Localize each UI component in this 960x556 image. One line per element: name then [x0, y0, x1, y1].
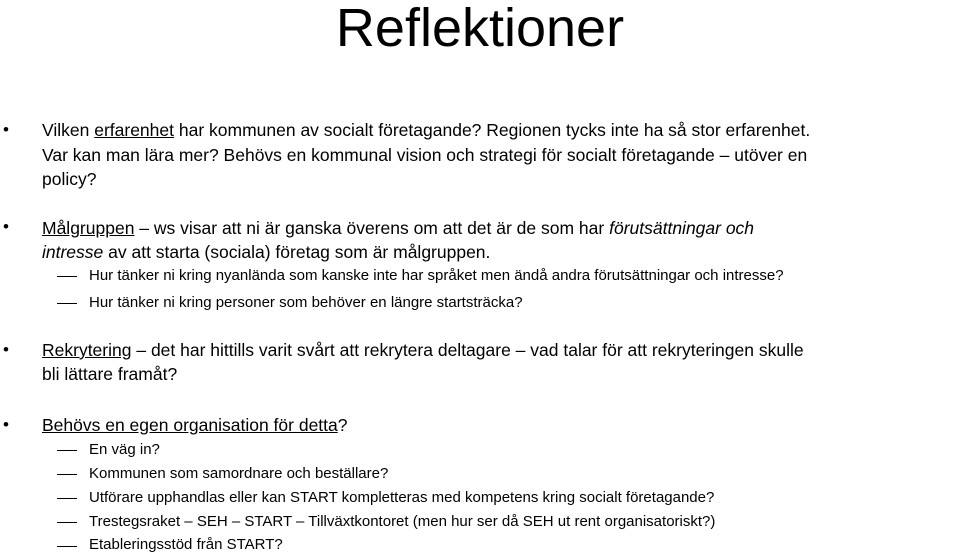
link-erfarenhet[interactable]: erfarenhet [94, 120, 174, 140]
sub-item: En väg in? [89, 441, 160, 458]
bullet-dot: • [3, 120, 9, 139]
sub-item: Etableringsstöd från START? [89, 536, 283, 553]
sub-item: Utförare upphandlas eller kan START kompletteras med kompetens kring socialt företagande? [89, 489, 715, 506]
bullet-4-line-1: Behövs en egen organisation för detta? [42, 415, 348, 435]
bullet-1-line-1: Vilken erfarenhet har kommunen av socialt företagande? Regionen tycks inte ha så stor erfarenhet. [42, 120, 811, 140]
sub-bullet-dash [57, 522, 77, 523]
bullet-2-line-1: Målgruppen – ws visar att ni är ganska överens om att det är de som har förutsättningar och [42, 218, 755, 238]
bullet-dot: • [3, 217, 9, 236]
sub-bullet-dash [57, 546, 77, 547]
bullet-dot: • [3, 340, 9, 359]
bullet-dot: • [3, 415, 9, 434]
sub-bullet-dash [57, 276, 77, 277]
sub-bullet-dash [57, 474, 77, 475]
sub-item: Kommunen som samordnare och beställare? [89, 465, 389, 482]
sub-bullet-dash [57, 450, 77, 451]
bullet-3-line-2: bli lättare framåt? [42, 364, 178, 384]
link-malgruppen[interactable]: Målgruppen [42, 218, 135, 238]
link-rekrytering[interactable]: Rekrytering [42, 340, 132, 360]
bullet-1-line-3: policy? [42, 169, 97, 189]
sub-item: Hur tänker ni kring nyanlända som kanske inte har språket men ändå andra förutsättningar och intresse? [89, 267, 784, 284]
bullet-1-line-2: Var kan man lära mer? Behövs en kommunal vision och strategi för socialt företagande – utöver en [42, 145, 808, 165]
slide-title: Reflektioner [335, 0, 625, 58]
sub-bullet-dash [57, 498, 77, 499]
link-egen-organisation[interactable]: Behövs en egen organisation för detta [42, 415, 338, 435]
sub-bullet-dash [57, 303, 77, 304]
bullet-3-line-1: Rekrytering – det har hittills varit svårt att rekrytera deltagare – vad talar för att rekryteringen skulle [42, 340, 804, 360]
bullet-2-line-2: intresse av att starta (sociala) företag som är målgruppen. [42, 242, 491, 262]
sub-item: Hur tänker ni kring personer som behöver en längre startsträcka? [89, 294, 523, 311]
sub-item: Trestegsraket – SEH – START – Tillväxtkontoret (men hur ser då SEH ut rent organisatoriskt?) [89, 513, 716, 530]
